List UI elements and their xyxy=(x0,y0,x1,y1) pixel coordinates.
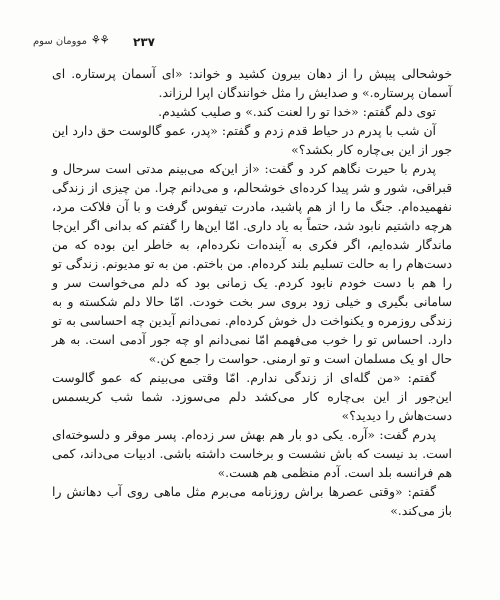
paragraph: گفتم: «وقتی عصرها براش روزنامه می‌برم مثل ماهی روی آب دهانش را باز می‌کند.» xyxy=(52,484,452,518)
paragraph: گفتم: «من گله‌ای از زندگی ندارم. امّا وقتی می‌بینم که عمو گالوست این‌جور از این بی‌چاره کار می‌کشد دلم می‌سوزد. شما شب کریسمس دست‌هاش را دیدید؟» xyxy=(52,370,452,423)
paragraph: پدرم با حیرت نگاهم کرد و گفت: «از این‌که می‌بینم مدتی است سرحال و قبراقی، شور و شر پیدا کرده‌ای خوشحالم، و می‌دانم چرا. من چیزی از زندگی نفهمیده‌ام. جنگ ما را از هم پاشید، مادرت تیفوس گرفت و با آن فلاکت مرد، هرچه داشتیم نابود شد، حتماً به یاد داری. امّا این‌ها را گفتم که بدانی اگر این‌جا ماندگار شده‌ایم، اگر فکری به آینده‌ات نکرده‌ام، به خاطر این بوده که من دست‌هام را به حالت تسلیم بلند کرده‌ام. من باختم. من به تو مدیونم. زندگی تو را هم با دست خودم نابود کردم. یک زمانی بود که دلم می‌خواست سر و سامانی بگیری و خیلی زود بروی سر بخت خودت. امّا حالا دلم شکسته و به زندگی روزمره و یکنواخت دل خوش کرده‌ام. نمی‌دانم آیدین چه احساسی به تو دارد. احساس تو را خوب می‌فهمم امّا نمی‌دانم او چه جور آدمی است. به هر حال او یک مسلمان است و تو ارمنی. حواست را جمع کن.» xyxy=(52,161,452,366)
paragraph: توی دلم گفتم: «خدا تو را لعنت کند.» و صلیب کشیدم. xyxy=(158,104,436,119)
page-body xyxy=(52,64,452,520)
paragraph: آن شب با پدرم در حیاط قدم زدم و گفتم: «پدر، عمو گالوست حق دارد این جور از این بی‌چاره کار بکشد؟» xyxy=(52,123,452,157)
ornament-icon: ⚘⚘ xyxy=(90,33,108,47)
page-number: ۲۳۷ xyxy=(133,35,155,49)
running-title: موومان سوم xyxy=(32,36,87,47)
paragraph: پدرم گفت: «آره. یکی دو بار هم بهش سر زده‌ام. پسر موقر و دلسوخته‌ای است. بد نیست که باش نشست و برخاست داشته باشی. ادبیات می‌داند، کمی هم فرانسه بلد است. آدم منظمی هم هست.» xyxy=(52,427,452,480)
page-header xyxy=(0,33,500,53)
paragraph: خوشحالی پیپش را از دهان بیرون کشید و خواند: «ای آسمان پرستاره. ای آسمان پرستاره.» و صدایش را مثل خوانندگان اپرا لرزاند. xyxy=(52,66,452,100)
